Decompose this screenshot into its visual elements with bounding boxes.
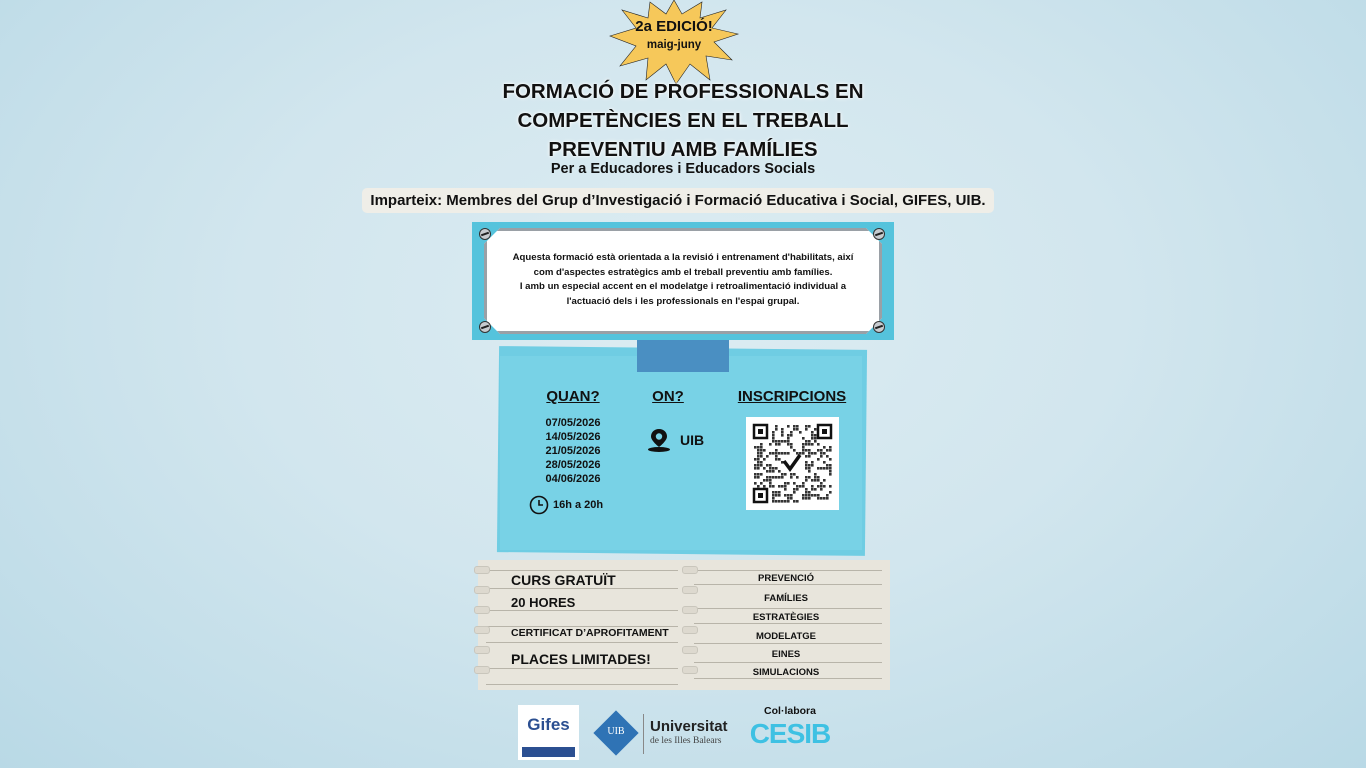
title-line: FORMACIÓ DE PROFESSIONALS EN: [502, 80, 864, 103]
when-heading: QUAN?: [546, 388, 600, 405]
uib-logo-mark: UIB: [607, 726, 625, 737]
feature-item: PLACES LIMITADES!: [511, 651, 651, 667]
screw-icon: [479, 228, 491, 240]
registration-heading: INSCRIPCIONS: [737, 388, 847, 405]
subtitle: Per a Educadores i Educadors Socials: [550, 161, 816, 177]
clock-icon: [529, 495, 549, 515]
features-note: [478, 560, 686, 690]
page-title: [470, 77, 896, 164]
where-heading: ON?: [652, 388, 684, 405]
topic-item: FAMÍLIES: [764, 593, 808, 604]
date-item: 14/05/2026: [545, 431, 601, 443]
dates-list: [520, 416, 626, 486]
feature-item: CERTIFICAT D’APROFITAMENT: [511, 627, 669, 639]
date-item: 28/05/2026: [545, 459, 601, 471]
gifes-logo-text: Gifes: [527, 715, 570, 734]
title-line: COMPETÈNCIES EN EL TREBALL: [517, 109, 849, 132]
description-text: [496, 251, 870, 309]
feature-item: CURS GRATUÏT: [511, 572, 616, 588]
collabora-label: Col·labora: [764, 705, 816, 717]
instructors-banner: Imparteix: Membres del Grup d’Investigació i Formació Educativa i Social, GIFES, UIB.: [362, 188, 994, 213]
logo-divider: [643, 714, 644, 754]
topic-item: MODELATGE: [756, 631, 816, 642]
university-subtitle: de les Illes Balears: [650, 736, 722, 746]
feature-item: 20 HORES: [511, 595, 576, 610]
edition-label: 2a EDICIÓ!: [635, 18, 713, 35]
date-item: 21/05/2026: [545, 445, 601, 457]
description-line: Aquesta formació està orientada a la revisió i entrenament d'habilitats, així: [512, 252, 854, 263]
map-pin-icon: [646, 427, 672, 453]
cesib-logo: CESIB: [749, 718, 831, 749]
title-line: PREVENTIU AMB FAMÍLIES: [548, 138, 818, 161]
qr-code-icon[interactable]: [746, 417, 839, 510]
screw-icon: [873, 228, 885, 240]
topic-item: ESTRATÈGIES: [752, 612, 820, 623]
description-line: I amb un especial accent en el modelatge i retroalimentació individual a: [519, 281, 847, 292]
screw-icon: [479, 321, 491, 333]
tape-decoration: [637, 340, 729, 372]
university-name: Universitat: [650, 718, 728, 735]
screw-icon: [873, 321, 885, 333]
gifes-logo: [518, 705, 579, 760]
description-line: com d'aspectes estratègics amb el treball preventiu amb famílies.: [533, 266, 833, 278]
date-item: 07/05/2026: [545, 417, 601, 429]
location-name: UIB: [680, 432, 705, 448]
topics-note: [686, 560, 890, 690]
date-item: 04/06/2026: [545, 473, 601, 485]
description-line: l'actuació dels i les professionals en l'espai grupal.: [566, 295, 800, 307]
location-row: [646, 427, 704, 453]
edition-period: maig-juny: [646, 39, 702, 51]
time-range: 16h a 20h: [553, 499, 604, 511]
topic-item: SIMULACIONS: [752, 667, 820, 678]
time-row: [529, 495, 603, 515]
topic-item: EINES: [771, 649, 801, 660]
topic-item: PREVENCIÓ: [758, 573, 814, 584]
gifes-logo-bar: [522, 747, 575, 757]
